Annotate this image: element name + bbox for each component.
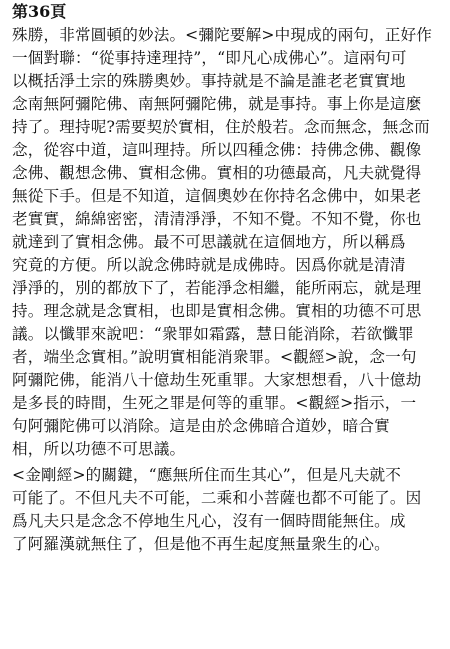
text-line: 阿彌陀佛，能消八十億劫生死重罪。大家想想看，八十億劫 (12, 371, 422, 389)
text-line: 是多長的時間，生死之罪是何等的重罪。<觀經>指示，一 (12, 394, 417, 412)
text-line: <金剛經>的關鍵，“應無所住而生其心”，但是凡夫就不 (12, 466, 402, 484)
text-line: 者，端坐念實相。”說明實相能消衆罪。<觀經>說，念一句 (12, 348, 417, 366)
text-line: 句阿彌陀佛可以消除。這是由於念佛暗合道妙，暗合實 (12, 417, 390, 435)
body-text (12, 24, 442, 556)
page-number-header: 第36頁 (12, 2, 67, 21)
paragraph-2 (12, 464, 442, 556)
text-line: 議。以懺罪來說吧：“衆罪如霜露，慧日能消除，若欲懺罪 (12, 325, 414, 343)
text-line: 持了。理持呢?需要契於實相，住於般若。念而無念，無念而 (12, 118, 430, 136)
text-line: 念佛、觀想念佛、實相念佛。實相的功德最高，凡夫就覺得 (12, 164, 422, 182)
text-line: 淨淨的，別的都放下了，若能淨念相繼，能所兩忘，就是理 (12, 279, 422, 297)
text-line: 無從下手。但是不知道，這個奧妙在你持名念佛中，如果老 (12, 187, 422, 205)
text-line: 殊勝，非常圓頓的妙法。<彌陀要解>中現成的兩句，正好作 (12, 26, 433, 44)
text-line: 一個對聯：“從事持達理持”，“即凡心成佛心”。這兩句可 (12, 49, 407, 67)
text-line: 可能了。不但凡夫不可能，二乘和小菩薩也都不可能了。因 (12, 489, 422, 507)
text-line: 以概括淨土宗的殊勝奧妙。事持就是不論是誰老老實實地 (12, 72, 406, 90)
text-line: 持。理念就是念實相，也即是實相念佛。實相的功德不可思 (12, 302, 422, 320)
paragraph-1 (12, 24, 442, 461)
text-line: 念南無阿彌陀佛、南無阿彌陀佛，就是事持。事上你是這麼 (12, 95, 422, 113)
text-line: 究竟的方便。所以說念佛時就是成佛時。因爲你就是清清 (12, 256, 406, 274)
text-line: 了阿羅漢就無住了，但是他不再生起度無量衆生的心。 (12, 535, 390, 553)
text-line: 相，所以功德不可思議。 (12, 440, 186, 458)
text-line: 爲凡夫只是念念不停地生凡心，沒有一個時間能無住。成 (12, 512, 406, 530)
text-line: 就達到了實相念佛。最不可思議就在這個地方，所以稱爲 (12, 233, 406, 251)
text-line: 老實實，綿綿密密，清清淨淨，不知不覺。不知不覺，你也 (12, 210, 422, 228)
text-line: 念，從容中道，這叫理持。所以四種念佛：持佛念佛、觀像 (12, 141, 422, 159)
